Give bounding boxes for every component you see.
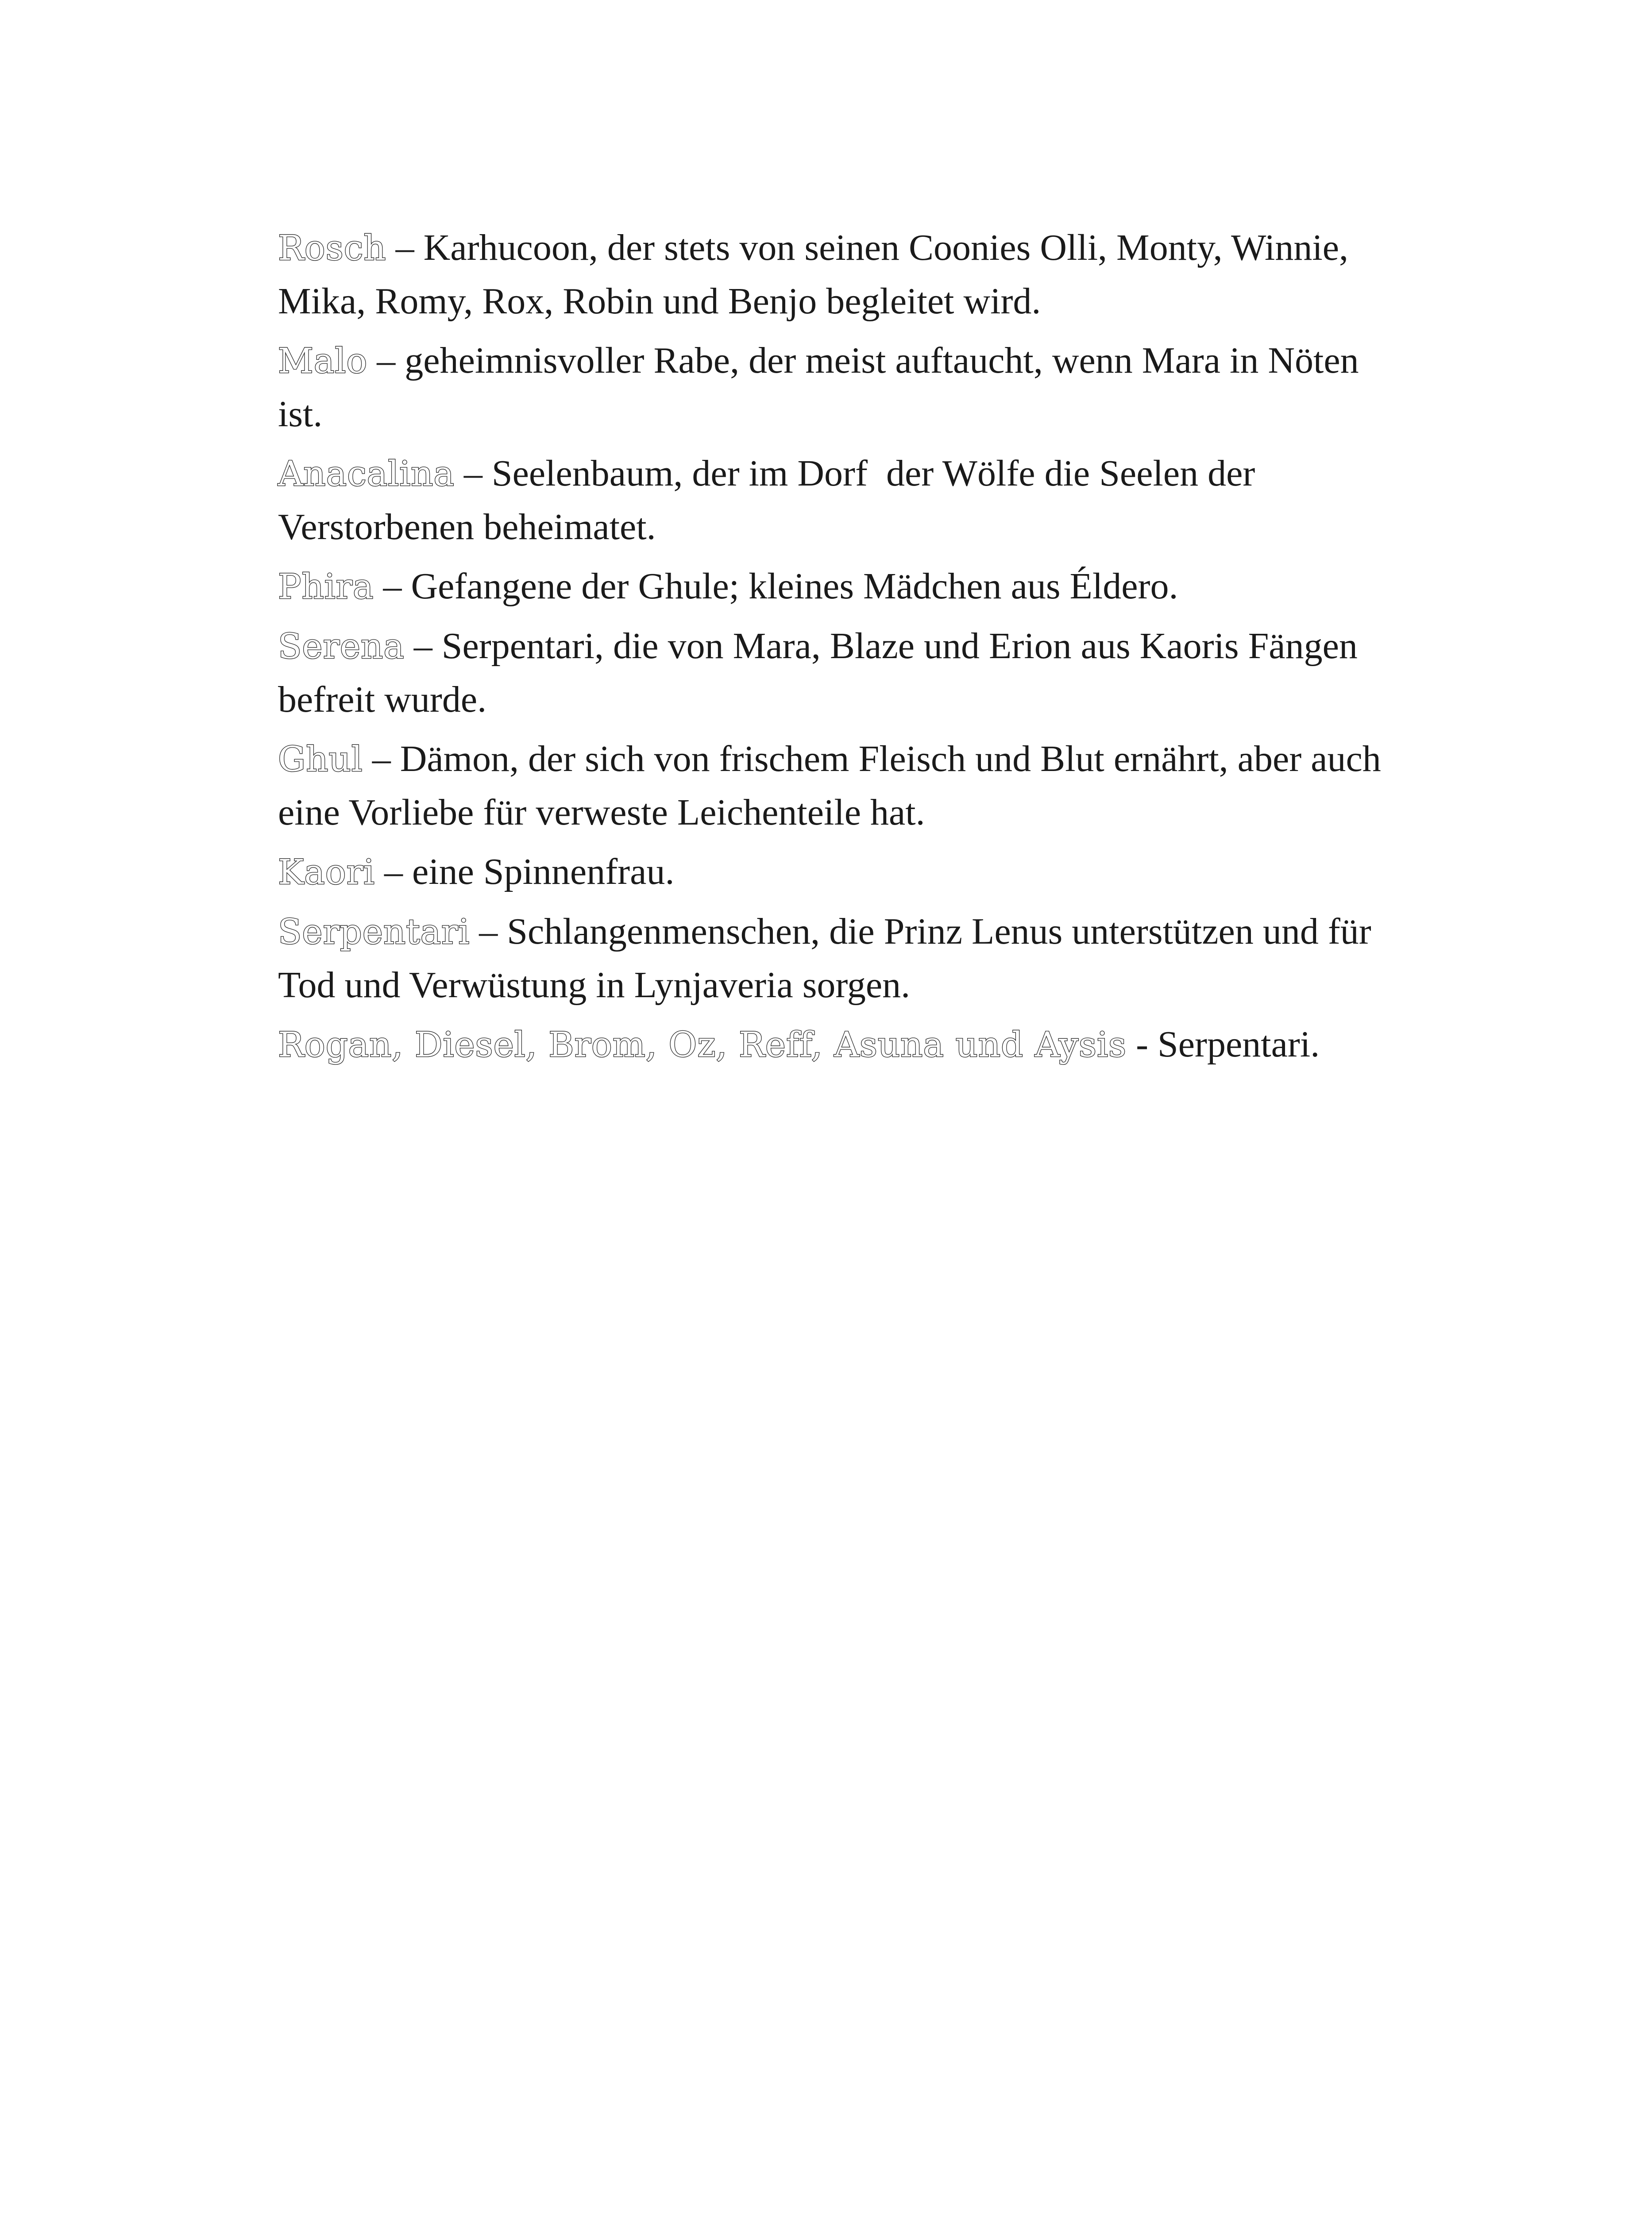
glossary-entry-rosch: [278, 221, 1411, 328]
entry-description: Serpentari, die von Mara, Blaze und Erion aus Kaoris Fängen befreit wurde.: [278, 625, 1358, 720]
glossary-entry-serpentari: [278, 905, 1411, 1012]
glossary-entry-malo: [278, 334, 1411, 441]
entry-description: Serpentari.: [1158, 1024, 1320, 1065]
entry-description: Gefangene der Ghule; kleines Mädchen aus Éldero.: [411, 566, 1178, 607]
glossary-entry-phira: [278, 560, 1411, 613]
entry-name: Ghul: [278, 740, 363, 779]
entry-name: Anacalina: [278, 454, 455, 494]
glossary-entry-ghul: [278, 733, 1411, 839]
entry-name: Serena: [278, 627, 405, 667]
entry-separator: –: [367, 340, 405, 381]
entry-name: Kaori: [278, 852, 375, 892]
entry-name: Malo: [278, 341, 368, 381]
entry-name: Serpentari: [278, 912, 470, 952]
glossary-entry-serpentari-members: [278, 1018, 1411, 1072]
entry-separator: –: [363, 738, 400, 779]
entry-description: Seelenbaum, der im Dorf der Wölfe die Seelen der Verstorbenen beheimatet.: [278, 453, 1264, 547]
entry-description: Karhucoon, der stets von seinen Coonies Olli, Monty, Winnie, Mika, Romy, Rox, Robin und Benjo begleitet wird.: [278, 227, 1348, 322]
entry-name: Phira: [278, 567, 374, 607]
entry-name: Rosch: [278, 228, 386, 268]
entry-separator: -: [1127, 1024, 1158, 1065]
entry-separator: –: [404, 625, 442, 667]
entry-separator: –: [470, 911, 507, 952]
glossary-entry-anacalina: [278, 447, 1411, 554]
entry-separator: –: [374, 851, 412, 892]
entry-separator: –: [454, 453, 492, 494]
glossary-entry-kaori: [278, 845, 1411, 899]
entry-description: Schlangenmenschen, die Prinz Lenus unterstützen und für Tod und Verwüstung in Lynjaveria sorgen.: [278, 911, 1371, 1006]
entry-description: Dämon, der sich von frischem Fleisch und Blut ernährt, aber auch eine Vorliebe für verweste Leichenteile hat.: [278, 738, 1381, 833]
entry-description: eine Spinnenfrau.: [412, 851, 675, 892]
entry-description: geheimnisvoller Rabe, der meist auftaucht, wenn Mara in Nöten ist.: [278, 340, 1359, 435]
entry-separator: –: [374, 566, 411, 607]
glossary-entry-serena: [278, 620, 1411, 726]
entry-name: Rogan, Diesel, Brom, Oz, Reff, Asuna und Aysis: [278, 1025, 1127, 1065]
entry-separator: –: [386, 227, 424, 268]
glossary-list: [278, 221, 1411, 1078]
